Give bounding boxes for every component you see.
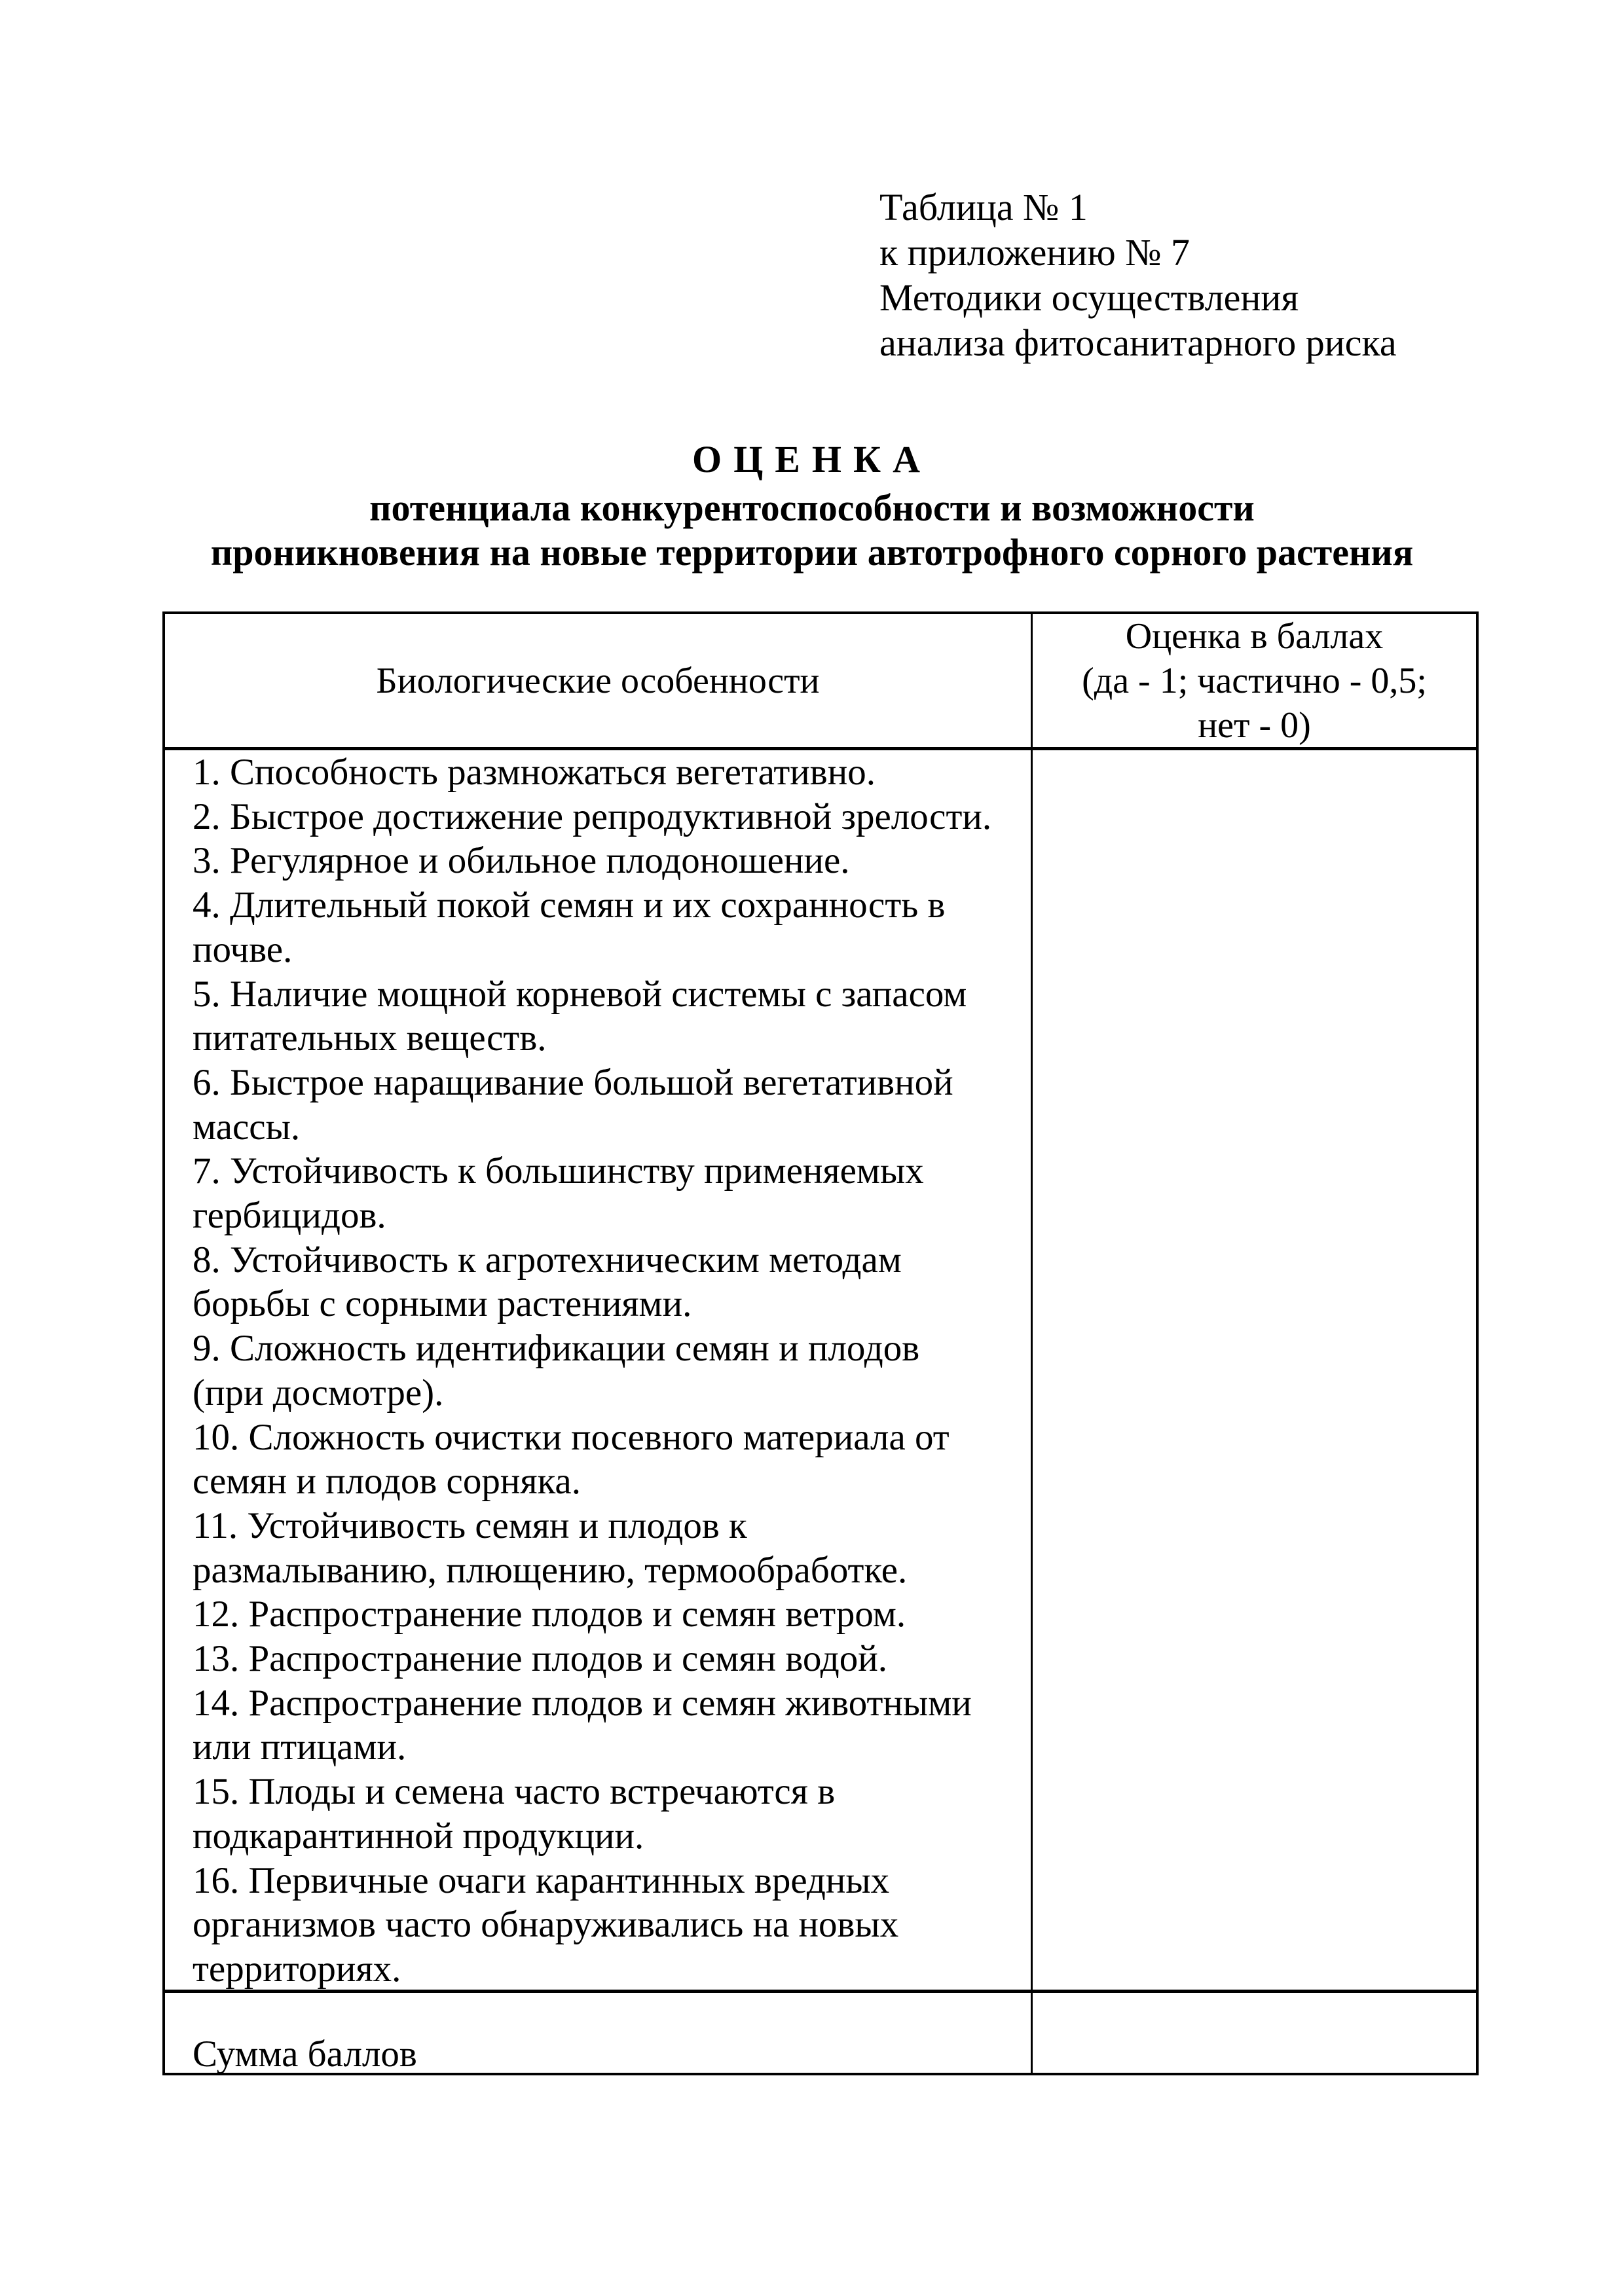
feature-line: территориях. [193, 1948, 401, 1990]
feature-line: массы. [193, 1106, 301, 1148]
feature-line: 11. Устойчивость семян и плодов к [193, 1504, 747, 1546]
column-header-score-line: (да - 1; частично - 0,5; [1082, 660, 1427, 701]
feature-line: гербицидов. [193, 1195, 386, 1237]
feature-line: 10. Сложность очистки посевного материала от [193, 1416, 950, 1458]
sum-label: Сумма баллов [193, 2033, 417, 2075]
table-reference-header [879, 185, 1397, 365]
header-line: Методики осуществления [879, 276, 1299, 319]
feature-line: 16. Первичные очаги карантинных вредных [193, 1859, 890, 1901]
header-line: анализа фитосанитарного риска [879, 321, 1397, 364]
feature-line: питательных веществ. [193, 1017, 547, 1059]
feature-line: 15. Плоды и семена часто встречаются в [193, 1771, 836, 1813]
header-line: к приложению № 7 [879, 231, 1190, 274]
feature-line: 4. Длительный покой семян и их сохранность в [193, 884, 946, 926]
feature-line: или птицами. [193, 1726, 407, 1768]
feature-line: 12. Распространение плодов и семян ветром. [193, 1594, 906, 1635]
feature-line: (при досмотре). [193, 1372, 444, 1413]
feature-line: 3. Регулярное и обильное плодоношение. [193, 840, 850, 882]
feature-line: почве. [193, 928, 293, 970]
feature-line: 8. Устойчивость к агротехническим методам [193, 1239, 902, 1281]
feature-line: 2. Быстрое достижение репродуктивной зрелости. [193, 795, 992, 837]
column-header-features-label: Биологические особенности [376, 660, 820, 701]
feature-line: 1. Способность размножаться вегетативно. [193, 752, 876, 793]
features-list [193, 750, 991, 1992]
feature-line: 7. Устойчивость к большинству применяемых [193, 1150, 924, 1192]
feature-line: 13. Распространение плодов и семян водой. [193, 1638, 887, 1680]
score-cell[interactable] [1033, 750, 1476, 1990]
feature-line: семян и плодов сорняка. [193, 1461, 581, 1503]
feature-line: подкарантинной продукции. [193, 1815, 644, 1857]
feature-line: борьбы с сорными растениями. [193, 1283, 692, 1325]
document-subtitle-line-2: проникновения на новые территории автотрофного сорного растения [210, 531, 1414, 574]
column-header-score-line: нет - 0) [1198, 704, 1311, 746]
feature-line: 5. Наличие мощной корневой системы с запасом [193, 973, 967, 1015]
feature-line: 6. Быстрое наращивание большой вегетативной [193, 1061, 953, 1103]
header-line: Таблица № 1 [879, 186, 1088, 228]
column-header-score [1033, 614, 1476, 747]
document-title: ОЦЕНКА [692, 438, 932, 481]
column-header-score-line: Оценка в баллах [1125, 615, 1384, 657]
feature-line: 14. Распространение плодов и семян животными [193, 1682, 972, 1724]
feature-line: организмов часто обнаруживались на новых [193, 1904, 899, 1946]
feature-line: 9. Сложность идентификации семян и плодов [193, 1328, 920, 1370]
assessment-table [162, 611, 1479, 2075]
feature-line: размалыванию, плющению, термообработке. [193, 1549, 908, 1591]
sum-score-cell[interactable] [1033, 1993, 1476, 2073]
column-header-features [165, 614, 1031, 747]
document-subtitle-line-1: потенциала конкурентоспособности и возможности [369, 486, 1255, 529]
